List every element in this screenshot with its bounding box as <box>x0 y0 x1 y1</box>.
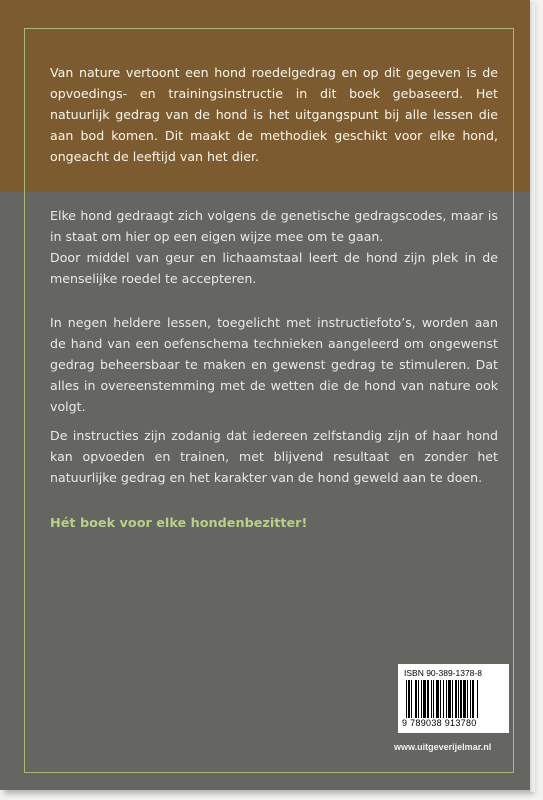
body-paragraph-4: De instructies zijn zodanig dat iedereen zelfstandig zijn of haar hond kan opvoeden en trainen, met blijvend resultaat en zonder het natuurlijke gedrag en het karakter van de hond geweld aan te doen. <box>50 428 498 485</box>
body-paragraph-1: Elke hond gedraagt zich volgens de genetische gedragscodes, maar is in staat om hier op een eigen wijze mee om te gaan. <box>50 208 498 244</box>
isbn-label: ISBN 90-389-1378-8 <box>404 668 482 678</box>
barcode-digits: 9 789038 913780 <box>402 718 477 728</box>
page-edge <box>530 3 535 792</box>
body-paragraph-2: Door middel van geur en lichaamstaal leert de hond zijn plek in de menselijke roedel te accepteren. <box>50 250 498 286</box>
body-paragraph-3: In negen heldere lessen, toegelicht met instructiefoto’s, worden aan de hand van een oefenschema technieken aangeleerd om ongewenst gedrag beheersbaar te maken en gewenst gedrag te stimuleren. Dat alles in overeenstemming met de wetten die de hond van nature ook volgt. <box>50 315 498 414</box>
publisher-url: www.uitgeverijelmar.nl <box>394 742 492 752</box>
tagline: Hét boek voor elke hondenbezitter! <box>50 516 308 531</box>
intro-paragraph: Van nature vertoont een hond roedelgedrag en op dit gegeven is de opvoedings- en trainingsinstructie in dit boek gebaseerd. Het natuurlijk gedrag van de hond is het uitgangspunt bij alle lessen die aan bod komen. Dit maakt de methodiek geschikt voor elke hond, ongeacht de leeftijd van het dier. <box>50 65 498 164</box>
barcode-box <box>398 664 509 733</box>
barcode-icon <box>404 680 504 718</box>
